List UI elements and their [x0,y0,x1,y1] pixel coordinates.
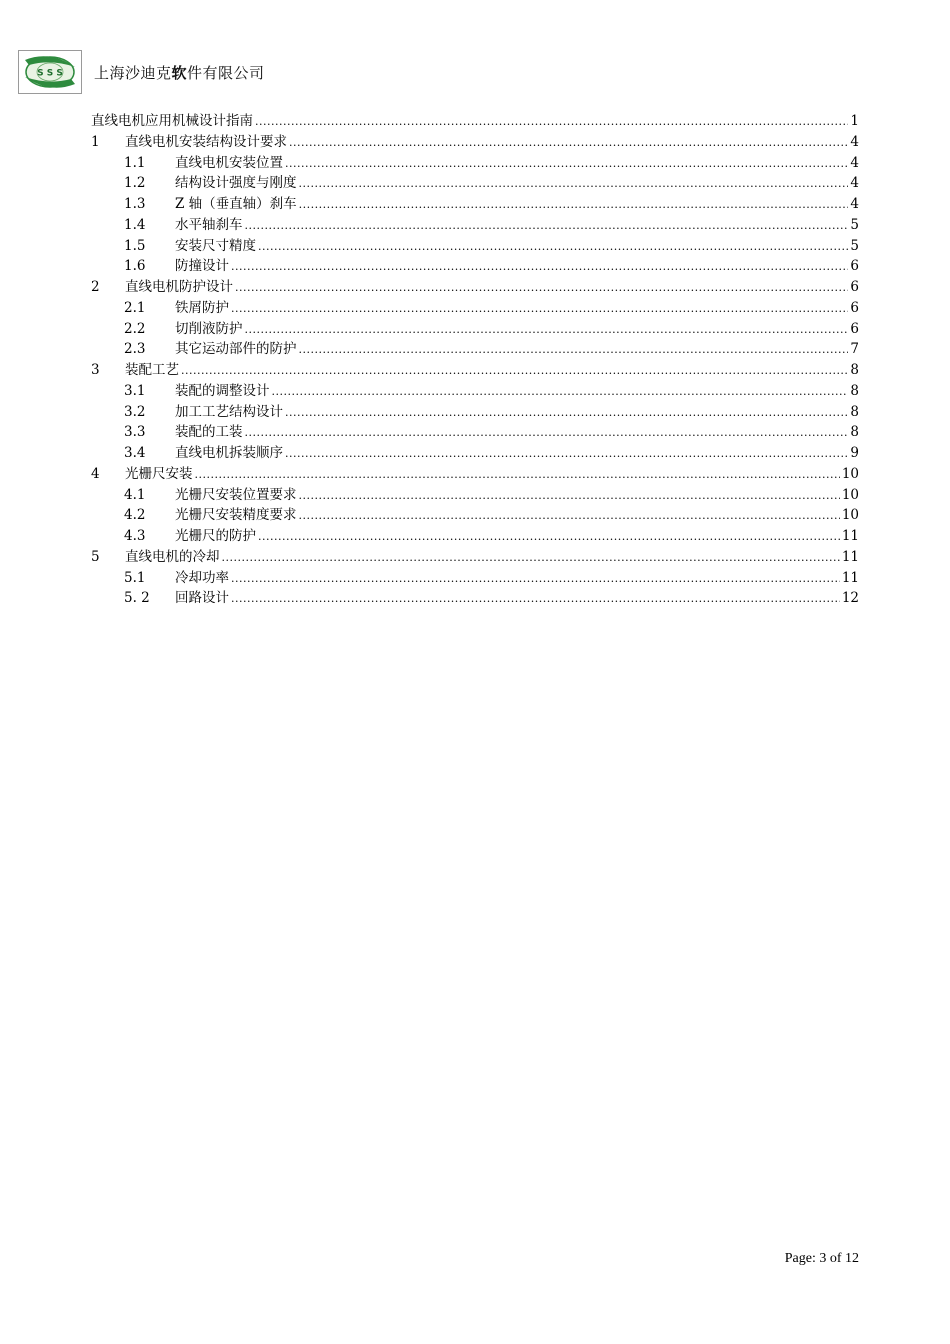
toc-entry-number: 1.1 [124,154,146,171]
toc-entry-page: 8 [850,382,859,399]
toc-entry-number: 1 [91,133,100,150]
toc-entry-page: 11 [841,528,859,544]
toc-dot-leader [299,486,840,506]
toc-entry-page: 10 [841,486,859,503]
toc-entry-number: 5 [91,548,100,565]
toc-entry[interactable] [91,132,859,153]
toc-entry[interactable] [91,485,859,506]
toc-entry-number: 1.2 [124,175,146,192]
toc-entry-page: 5 [850,237,859,254]
toc-entry-title: 直线电机安装结构设计要求 [125,133,287,150]
toc-entry[interactable] [91,319,859,340]
toc-entry-title: 切削液防护 [175,320,243,337]
page-header [18,50,265,94]
toc-entry-title: 防撞设计 [175,258,229,275]
toc-entry-page: 11 [841,569,859,586]
toc-entry-page: 9 [850,445,859,461]
toc-entry-title: 水平轴刹车 [175,216,243,233]
toc-entry-title: 光栅尺安装位置要求 [175,486,297,503]
toc-dot-leader [231,569,840,589]
toc-dot-leader [222,548,840,568]
toc-entry-title: 装配的工装 [175,424,243,441]
toc-entry-page: 8 [850,362,859,378]
toc-entry-title: 铁屑防护 [175,299,229,316]
toc-entry-number: 5. 2 [124,590,150,607]
toc-entry[interactable] [91,568,859,589]
toc-entry-number: 2.3 [124,341,146,358]
toc-dot-leader [258,527,840,547]
toc-entry-title: 安装尺寸精度 [175,237,256,254]
toc-entry-number: 1.3 [124,196,146,212]
toc-entry-page: 4 [850,175,859,192]
toc-entry-number: 4.3 [124,528,146,544]
toc-entry[interactable] [91,298,859,319]
toc-entry[interactable] [91,173,859,194]
toc-dot-leader [299,506,840,526]
toc-entry-page: 6 [850,299,859,316]
toc-entry[interactable] [91,215,859,236]
toc-entry-page: 4 [850,133,859,150]
toc-entry-number: 3.4 [124,445,146,461]
toc-entry-number: 3.2 [124,403,146,420]
toc-dot-leader [272,382,849,402]
toc-entry[interactable] [91,588,859,609]
toc-entry-number: 2.1 [124,299,146,316]
toc-entry-page: 10 [841,507,859,524]
toc-entry[interactable] [91,402,859,423]
toc-entry-title: 回路设计 [175,590,229,607]
toc-entry-number: 4.2 [124,507,146,524]
toc-entry[interactable] [91,422,859,443]
toc-dot-leader [245,320,849,340]
toc-dot-leader [285,444,848,464]
toc-entry[interactable] [91,547,859,568]
toc-entry-number: 5.1 [124,569,146,586]
toc-entry-title: 结构设计强度与刚度 [175,175,297,192]
toc-entry-number: 4.1 [124,486,146,503]
toc-entry-title: 装配的调整设计 [175,382,270,399]
toc-entry-page: 6 [850,258,859,275]
toc-dot-leader [235,278,848,298]
toc-entry-page: 11 [841,548,859,565]
toc-dot-leader [299,340,849,360]
toc-dot-leader [299,195,849,215]
toc-entry[interactable] [91,505,859,526]
toc-entry-title: 冷却功率 [175,569,229,586]
toc-entry-page: 5 [850,216,859,233]
toc-entry[interactable] [91,464,859,485]
toc-entry-title: 装配工艺 [125,362,179,378]
toc-dot-leader [285,403,848,423]
toc-entry-number: 4 [91,465,100,482]
toc-entry-page: 10 [841,465,859,482]
toc-entry-page: 4 [850,196,859,212]
toc-dot-leader [231,589,840,609]
toc-entry[interactable] [91,153,859,174]
toc-dot-leader [289,133,848,153]
toc-entry[interactable] [91,443,859,464]
toc-entry[interactable] [91,339,859,360]
company-name: 上海沙迪克软件有限公司 [94,63,265,82]
toc-entry[interactable] [91,277,859,298]
toc-dot-leader [231,299,848,319]
toc-entry-number: 1.4 [124,216,146,233]
toc-entry[interactable] [91,194,859,215]
toc-entry[interactable] [91,381,859,402]
toc-dot-leader [299,174,849,194]
toc-entry-title: 加工工艺结构设计 [175,403,283,420]
toc-dot-leader [181,361,848,381]
sss-logo-icon [21,53,79,91]
toc-entry-page: 7 [850,341,859,358]
toc-entry-page: 6 [850,279,859,295]
company-logo [18,50,82,94]
toc-entry-page: 12 [841,590,859,607]
toc-entry-title: 直线电机应用机械设计指南 [91,113,253,129]
toc-entry-number: 3.1 [124,382,146,399]
toc-entry-page: 6 [850,320,859,337]
toc-entry-page: 1 [850,113,859,129]
table-of-contents [91,111,859,609]
toc-entry-title: 直线电机安装位置 [175,154,283,171]
toc-entry[interactable] [91,236,859,257]
toc-entry-title: 光栅尺安装精度要求 [175,507,297,524]
toc-dot-leader [255,112,848,132]
toc-entry-page: 8 [850,403,859,420]
toc-dot-leader [285,154,848,174]
toc-entry-title: 光栅尺的防护 [175,528,256,544]
toc-entry-number: 3.3 [124,424,146,441]
toc-entry-title: 直线电机拆装顺序 [175,445,283,461]
toc-entry-number: 1.6 [124,258,146,275]
toc-entry-title: 光栅尺安装 [125,465,193,482]
toc-entry-title: Z 轴（垂直轴）刹车 [175,196,297,212]
toc-entry-number: 2.2 [124,320,146,337]
toc-entry[interactable] [91,360,859,381]
toc-entry-title: 其它运动部件的防护 [175,341,297,358]
toc-entry-number: 3 [91,362,100,378]
page-number: Page: 3 of 12 [784,1251,859,1266]
toc-dot-leader [258,237,848,257]
toc-dot-leader [195,465,840,485]
toc-entry-number: 2 [91,279,100,295]
toc-entry-number: 1.5 [124,237,146,254]
toc-dot-leader [231,257,848,277]
toc-entry-title: 直线电机的冷却 [125,548,220,565]
toc-entry[interactable] [91,111,859,132]
toc-entry[interactable] [91,526,859,547]
toc-entry-page: 4 [850,154,859,171]
toc-dot-leader [245,216,849,236]
toc-entry-title: 直线电机防护设计 [125,279,233,295]
toc-entry[interactable] [91,256,859,277]
toc-entry-page: 8 [850,424,859,441]
logo-text: S S S [37,68,63,79]
toc-dot-leader [245,423,849,443]
